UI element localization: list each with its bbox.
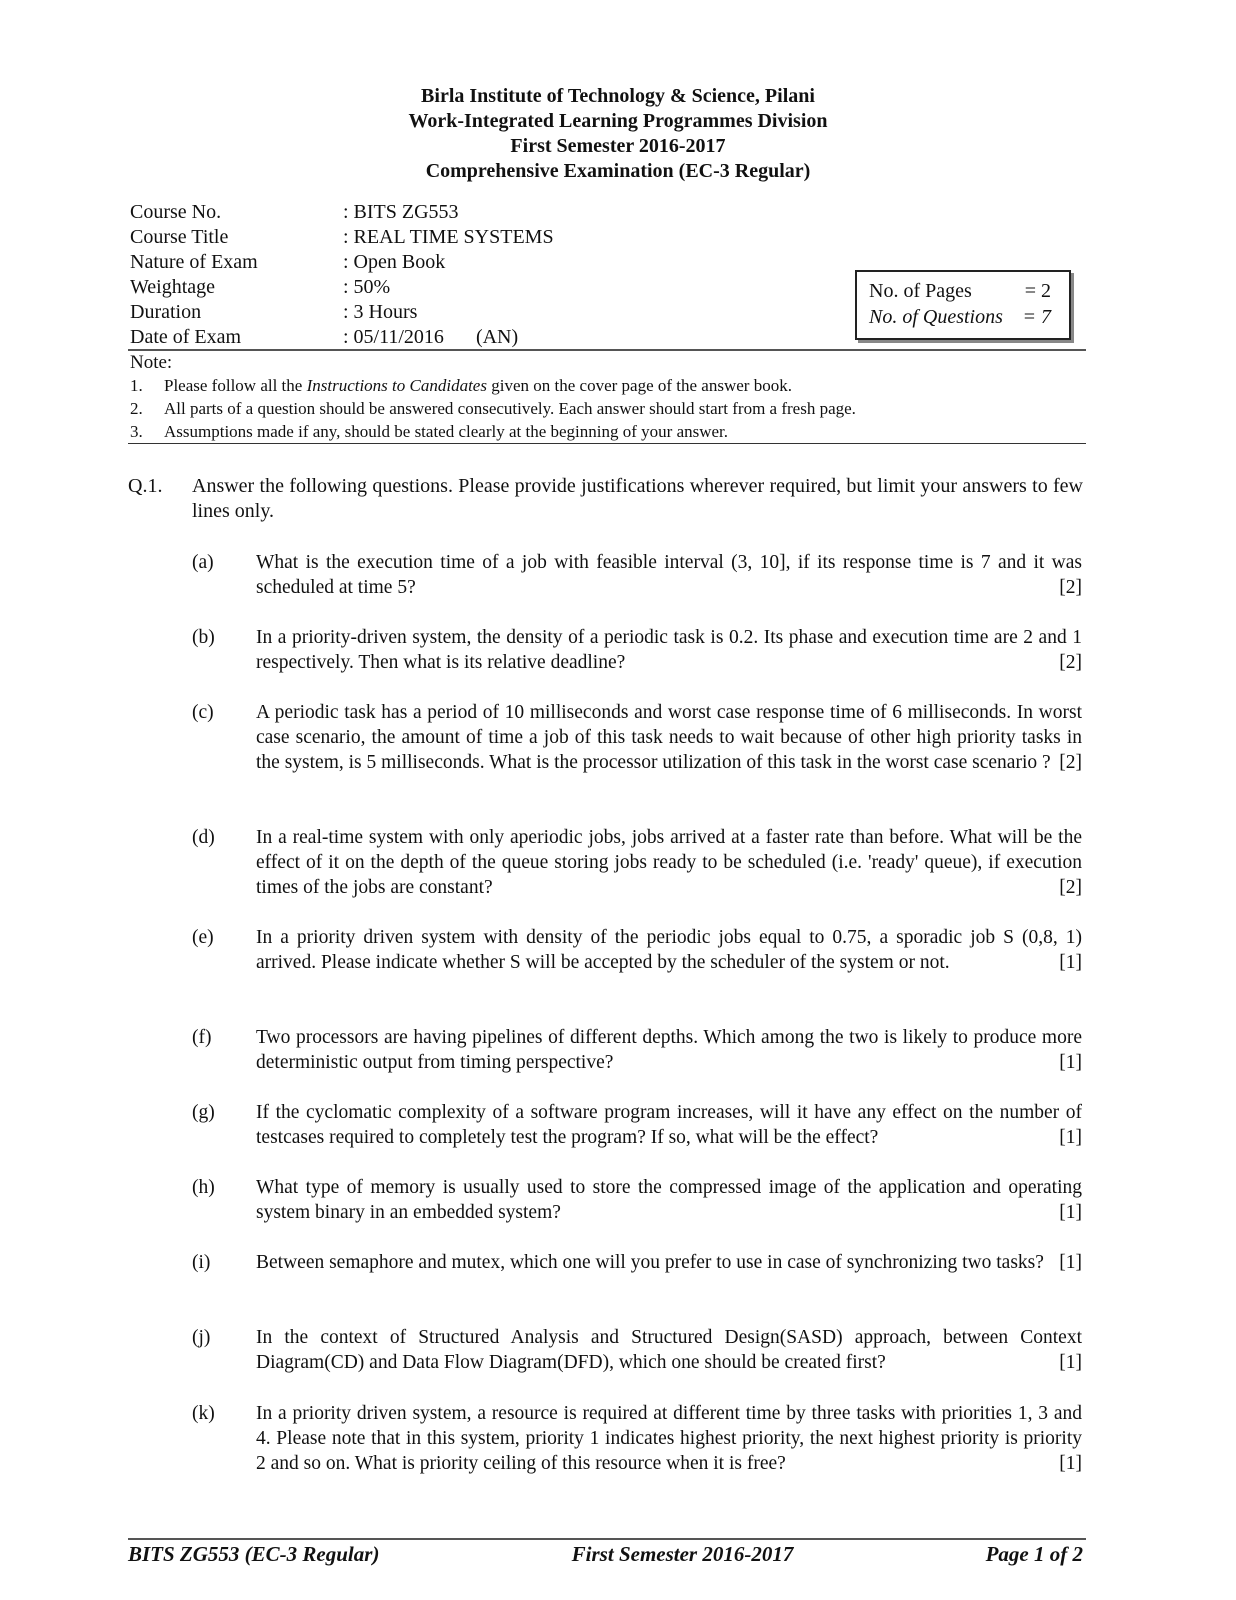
note-text: All parts of a question should be answered consecutively. Each answer should start from a fresh page. — [164, 399, 856, 418]
institute-name: Birla Institute of Technology & Science, Pilani — [421, 85, 815, 107]
meta-row-course-no — [130, 200, 554, 225]
subquestion-a — [192, 550, 1082, 600]
note-emphasis: Instructions to Candidates — [306, 376, 487, 395]
course-details — [130, 200, 554, 350]
meta-label: Nature of Exam — [130, 251, 258, 273]
questions-count-row — [869, 304, 1069, 330]
semester-title: First Semester 2016-2017 — [510, 135, 726, 157]
questions-value: = 7 — [1022, 306, 1051, 328]
note-item — [130, 397, 1080, 420]
sub-text: A periodic task has a period of 10 milliseconds and worst case response time of 6 milliseconds. In worst case scenario, the amount of time a job of this task needs to wait because of other high priority tasks in the system, is 5 milliseconds. What is the processor utilization of this task in the worst case scenario ? — [256, 702, 1082, 773]
subquestion-d — [192, 825, 1082, 900]
marks: [1] — [1059, 1127, 1082, 1148]
subquestion-g — [192, 1100, 1082, 1150]
footer-divider — [128, 1538, 1086, 1540]
page-number: Page 1 of 2 — [985, 1542, 1083, 1566]
note-text: Assumptions made if any, should be stated clearly at the beginning of your answer. — [164, 422, 729, 441]
marks: [1] — [1059, 1352, 1082, 1373]
meta-value: : 05/11/2016 — [343, 326, 444, 348]
subquestion-b — [192, 625, 1082, 675]
meta-value: : REAL TIME SYSTEMS — [343, 226, 554, 248]
sub-letter: (a) — [192, 552, 214, 573]
footer-semester: First Semester 2016-2017 — [571, 1542, 794, 1566]
session-label: (AN) — [475, 326, 519, 348]
note-item — [130, 420, 1080, 443]
note-item — [130, 374, 1080, 397]
meta-label: Duration — [130, 301, 202, 323]
subquestion-e — [192, 925, 1082, 975]
note-num: 3. — [130, 422, 143, 441]
subquestion-k — [192, 1401, 1082, 1476]
meta-value: : BITS ZG553 — [343, 201, 459, 223]
marks: [1] — [1059, 952, 1082, 973]
sub-text: If the cyclomatic complexity of a software program increases, will it have any effect on the number of testcases required to completely test the program? If so, what will be the effect? — [256, 1102, 1082, 1148]
sub-letter: (i) — [192, 1252, 211, 1273]
pages-label: No. of Pages — [869, 280, 972, 302]
note-text-part: Please follow all the — [164, 376, 307, 395]
meta-label: Weightage — [130, 276, 216, 298]
note-text-part: given on the cover page of the answer book. — [486, 376, 792, 395]
meta-value: : Open Book — [343, 251, 446, 273]
sub-text: In a priority-driven system, the density of a periodic task is 0.2. Its phase and execution time are 2 and 1 respectively. Then what is its relative deadline? — [256, 627, 1082, 673]
meta-row-duration — [130, 300, 554, 325]
subquestion-j — [192, 1325, 1082, 1375]
marks: [2] — [1059, 752, 1082, 773]
sub-letter: (c) — [192, 702, 214, 723]
marks: [2] — [1059, 877, 1082, 898]
sub-text: In a priority driven system with density of the periodic jobs equal to 0.75, a sporadic job S (0,8, 1) arrived. Please indicate whether S will be accepted by the scheduler of the system or not. — [256, 927, 1082, 973]
sub-letter: (h) — [192, 1177, 215, 1198]
marks: [1] — [1059, 1052, 1082, 1073]
footer-course: BITS ZG553 (EC-3 Regular) — [128, 1542, 380, 1566]
subquestion-i — [192, 1250, 1082, 1275]
note-text — [164, 374, 792, 397]
subquestion-c — [192, 700, 1082, 775]
pages-count-row — [869, 278, 1069, 304]
pages-value: = 2 — [1024, 280, 1051, 302]
marks: [2] — [1059, 652, 1082, 673]
sub-text: In a priority driven system, a resource is required at different time by three tasks with priorities 1, 3 and 4. Please note that in this system, priority 1 indicates highest priority, the next highest priority is priority 2 and so on. What is priority ceiling of this resource when it is free? — [256, 1403, 1082, 1474]
marks: [1] — [1059, 1252, 1082, 1273]
question-text: Answer the following questions. Please provide justifications wherever required, but limit your answers to few lines only. — [192, 475, 1083, 522]
meta-row-course-title — [130, 225, 554, 250]
subquestion-f — [192, 1025, 1082, 1075]
meta-label: Course Title — [130, 226, 229, 248]
note-title: Note: — [130, 352, 173, 373]
page-footer — [128, 1542, 1083, 1567]
sub-text: In a real-time system with only aperiodic jobs, jobs arrived at a faster rate than before. What will be the effect of it on the depth of the queue storing jobs ready to be scheduled (i.e. 'ready' queue), if execution times of the jobs are constant? — [256, 827, 1082, 898]
sub-text: What is the execution time of a job with feasible interval (3, 10], if its response time is 7 and it was scheduled at time 5? — [256, 552, 1082, 598]
meta-row-nature — [130, 250, 554, 275]
meta-label: Course No. — [130, 201, 222, 223]
pages-questions-box — [855, 270, 1071, 340]
marks: [1] — [1059, 1453, 1082, 1474]
exam-title: Comprehensive Examination (EC-3 Regular) — [425, 160, 811, 182]
divider — [128, 443, 1086, 444]
sub-letter: (e) — [192, 927, 214, 948]
marks: [1] — [1059, 1202, 1082, 1223]
question-number: Q.1. — [128, 475, 163, 497]
meta-value: : 50% — [343, 276, 391, 298]
sub-text: In the context of Structured Analysis and Structured Design(SASD) approach, between Context Diagram(CD) and Data Flow Diagram(DFD), which one should be created first? — [256, 1327, 1082, 1373]
sub-letter: (k) — [192, 1403, 215, 1424]
meta-value: : 3 Hours — [343, 301, 418, 323]
note-num: 1. — [130, 376, 143, 395]
sub-letter: (d) — [192, 827, 215, 848]
meta-row-weightage — [130, 275, 554, 300]
questions-label: No. of Questions — [869, 306, 1003, 328]
sub-letter: (b) — [192, 627, 215, 648]
sub-text: What type of memory is usually used to store the compressed image of the application and operating system binary in an embedded system? — [256, 1177, 1082, 1223]
exam-header — [0, 84, 1236, 184]
question-1 — [128, 474, 1083, 524]
meta-row-date — [130, 325, 554, 350]
meta-label: Date of Exam — [130, 326, 242, 348]
division-name: Work-Integrated Learning Programmes Division — [408, 110, 828, 132]
notes-section — [130, 351, 1080, 443]
marks: [2] — [1059, 577, 1082, 598]
note-num: 2. — [130, 399, 143, 418]
sub-text: Two processors are having pipelines of different depths. Which among the two is likely to produce more deterministic output from timing perspective? — [256, 1027, 1082, 1073]
subquestion-h — [192, 1175, 1082, 1225]
sub-letter: (f) — [192, 1027, 212, 1048]
sub-text: Between semaphore and mutex, which one will you prefer to use in case of synchronizing two tasks? — [256, 1252, 1044, 1273]
sub-letter: (j) — [192, 1327, 211, 1348]
sub-letter: (g) — [192, 1102, 215, 1123]
